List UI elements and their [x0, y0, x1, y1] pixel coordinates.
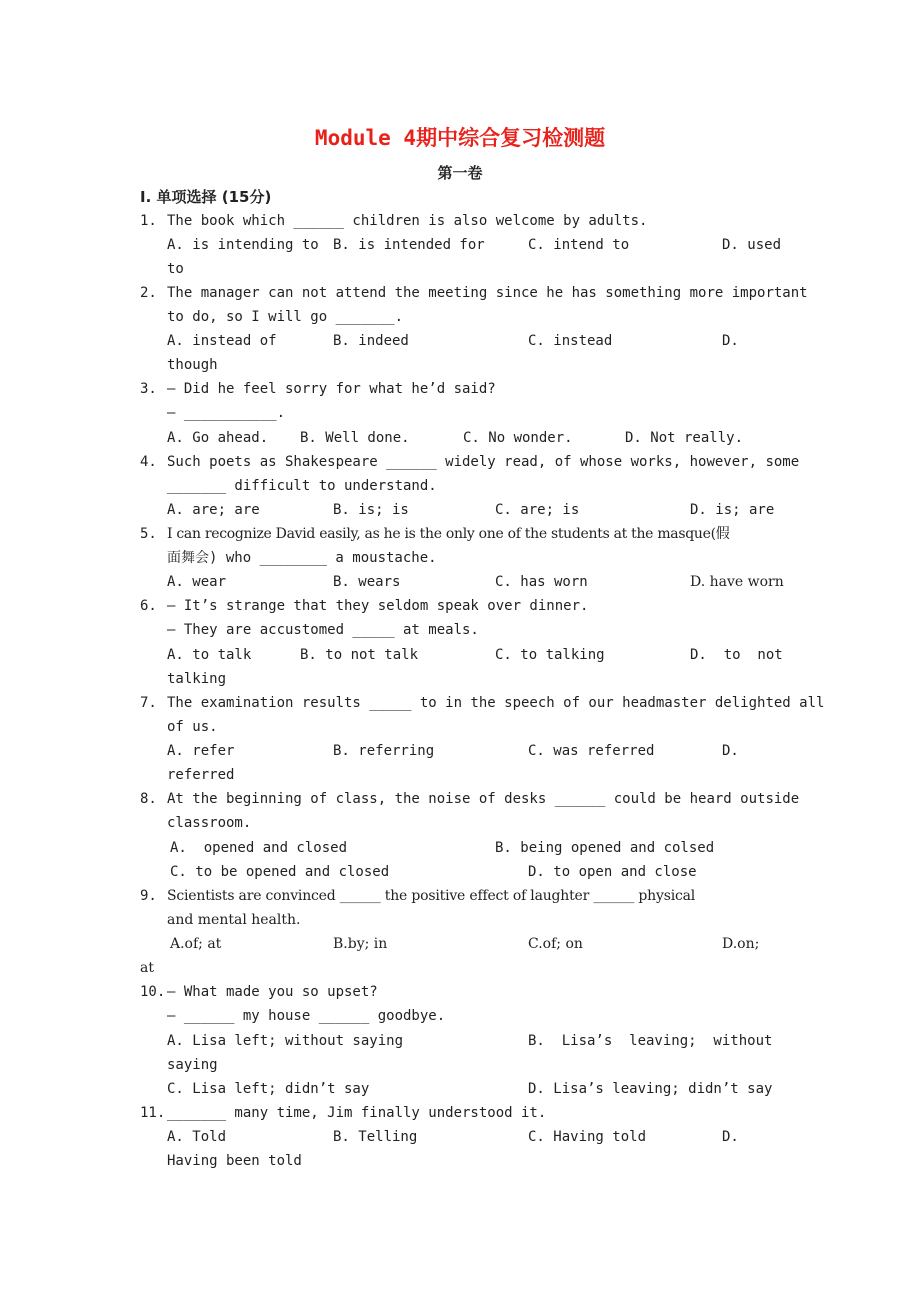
option-a: A. wear	[167, 574, 227, 590]
volume-subtitle: 第一卷	[437, 164, 483, 182]
option-a: A. refer	[167, 743, 235, 759]
question-number: 11.	[140, 1105, 166, 1121]
question-number: 7.	[140, 695, 157, 711]
option-c: C. has worn	[495, 574, 588, 590]
question-stem: Such poets as Shakespeare ______ widely read, of whose works, however, some	[167, 454, 800, 470]
option-c: C. to talking	[495, 647, 605, 663]
option-a: A. are; are	[167, 502, 260, 518]
question-stem-line2: — ___________.	[167, 405, 286, 421]
question-number: 8.	[140, 791, 157, 807]
option-c: C. instead	[528, 333, 613, 349]
option-d: D.	[722, 1129, 739, 1145]
question-stem-line2: classroom.	[167, 815, 252, 831]
question-number: 3.	[140, 381, 157, 397]
option-d: D. have worn	[690, 574, 784, 590]
option-c: C. to be opened and closed	[170, 864, 390, 880]
question-stem: I can recognize David easily, as he is the only one of the students at the masque(假	[167, 526, 730, 542]
question-stem: — What made you so upset?	[167, 984, 378, 1000]
option-d: D. Not really.	[625, 430, 744, 446]
option-b: B. is intended for	[333, 237, 485, 253]
option-a: A. Told	[167, 1129, 227, 1145]
option-b: B. referring	[333, 743, 435, 759]
option-b: B. being opened and colsed	[495, 840, 715, 856]
option-a: A. Go ahead.	[167, 430, 269, 446]
option-a: A. opened and closed	[170, 840, 348, 856]
page-title: Module 4期中综合复习检测题	[314, 126, 606, 150]
section-heading: I. 单项选择 (15分)	[140, 188, 272, 206]
option-a: A.of; at	[170, 936, 222, 952]
option-b: B. to not talk	[300, 647, 419, 663]
option-b: B. wears	[333, 574, 401, 590]
option-c: C. Having told	[528, 1129, 647, 1145]
option-d-wrap: at	[140, 960, 154, 976]
option-d-wrap: Having been told	[167, 1153, 302, 1169]
question-stem: The book which ______ children is also welcome by adults.	[167, 213, 648, 229]
option-d: D. used	[722, 237, 782, 253]
option-a: A. Lisa left; without saying	[167, 1033, 404, 1049]
option-c: C. was referred	[528, 743, 655, 759]
question-stem-line2: of us.	[167, 719, 218, 735]
question-number: 6.	[140, 598, 157, 614]
option-d: D. Lisa’s leaving; didn’t say	[528, 1081, 773, 1097]
question-stem-line2: 面舞会) who ________ a moustache.	[167, 550, 437, 566]
question-number: 1.	[140, 213, 157, 229]
question-stem: _______ many time, Jim finally understood it.	[167, 1105, 547, 1121]
option-b: B.by; in	[333, 936, 388, 952]
option-d-wrap: to	[167, 261, 184, 277]
question-stem-line2: — They are accustomed _____ at meals.	[167, 622, 479, 638]
question-number: 9.	[140, 888, 157, 904]
question-stem: Scientists are convinced ______ the positive effect of laughter ______ physical	[167, 888, 696, 904]
option-d: D. to open and close	[528, 864, 697, 880]
question-number: 10.	[140, 984, 166, 1000]
option-c: C. intend to	[528, 237, 630, 253]
option-d: D. is; are	[690, 502, 775, 518]
question-stem-line2: _______ difficult to understand.	[167, 478, 437, 494]
option-c: C. Lisa left; didn’t say	[167, 1081, 370, 1097]
option-d: D.	[722, 333, 739, 349]
option-b: B. Well done.	[300, 430, 410, 446]
question-number: 2.	[140, 285, 157, 301]
question-stem-line2: — ______ my house ______ goodbye.	[167, 1008, 446, 1024]
question-stem: — It’s strange that they seldom speak over dinner.	[167, 598, 589, 614]
option-a: A. to talk	[167, 647, 252, 663]
option-c: C. are; is	[495, 502, 580, 518]
option-d: D.	[722, 743, 739, 759]
option-d-wrap: talking	[167, 671, 227, 687]
question-stem-line2: and mental health.	[167, 912, 301, 928]
option-d: D. to not	[690, 647, 783, 663]
question-stem: — Did he feel sorry for what he’d said?	[167, 381, 496, 397]
question-number: 4.	[140, 454, 157, 470]
option-b: B. is; is	[333, 502, 409, 518]
question-stem-line2: to do, so I will go _______.	[167, 309, 404, 325]
question-stem: The manager can not attend the meeting since he has something more important	[167, 285, 808, 301]
option-c: C. No wonder.	[463, 430, 573, 446]
option-b: B. Lisa’s leaving; without	[528, 1033, 773, 1049]
option-c: C.of; on	[528, 936, 583, 952]
option-d-wrap: referred	[167, 767, 235, 783]
option-b: B. indeed	[333, 333, 409, 349]
option-a: A. instead of	[167, 333, 277, 349]
option-d: D.on;	[722, 936, 760, 952]
option-a: A. is intending to	[167, 237, 319, 253]
option-b: B. Telling	[333, 1129, 418, 1145]
option-b-wrap: saying	[167, 1057, 218, 1073]
question-stem: The examination results _____ to in the speech of our headmaster delighted all	[167, 695, 825, 711]
question-stem: At the beginning of class, the noise of desks ______ could be heard outside	[167, 791, 800, 807]
option-d-wrap: though	[167, 357, 218, 373]
question-number: 5.	[140, 526, 157, 542]
